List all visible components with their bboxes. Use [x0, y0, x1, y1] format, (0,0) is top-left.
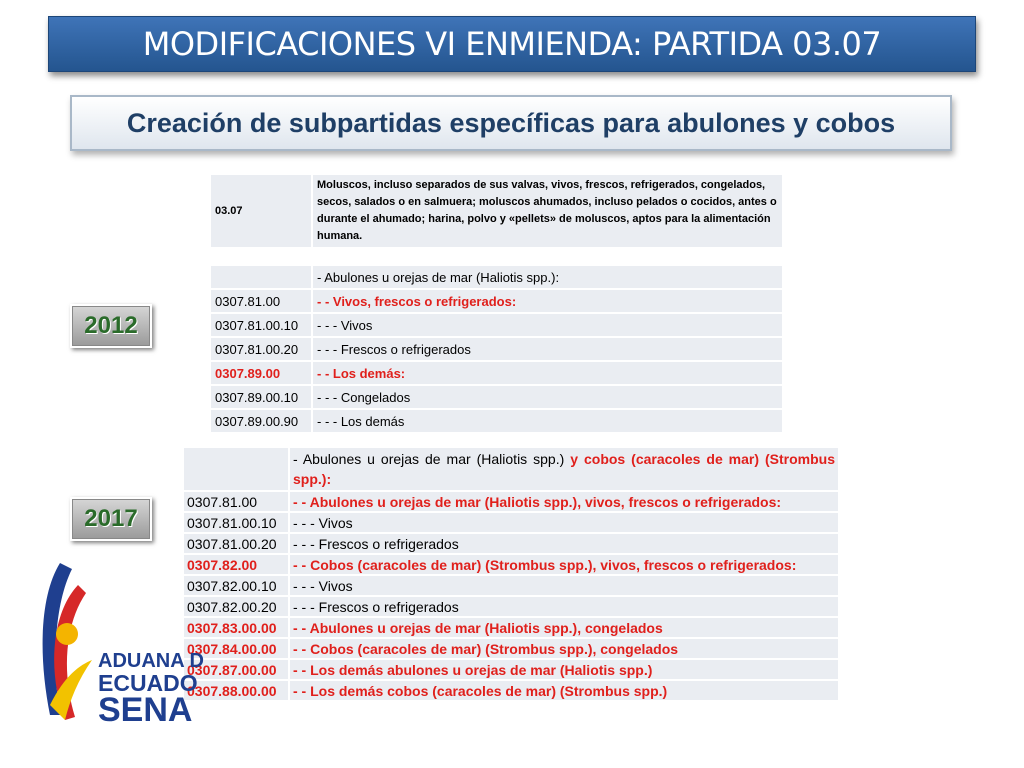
table-row	[211, 410, 782, 432]
table-row	[184, 555, 838, 574]
table-row	[184, 448, 838, 490]
table-cell-description: - - - Vivos	[290, 576, 838, 595]
table-cell-description: - - Cobos (caracoles de mar) (Strombus spp.), congelados	[290, 639, 838, 658]
table-cell-description: - - - Congelados	[313, 386, 782, 408]
heading-description: Moluscos, incluso separados de sus valvas, vivos, frescos, refrigerados, congelados, secos, salados o en salmuera; moluscos ahumados, incluso pelados o cocidos, antes o durante el ahumado; harina, polvo y «pellets» de moluscos, aptos para la alimentación humana.	[313, 175, 782, 247]
table-row	[184, 681, 838, 700]
table-cell-description: - - - Los demás	[313, 410, 782, 432]
logo-text-line3: SENA	[98, 691, 193, 729]
table-row	[184, 660, 838, 679]
table-row	[211, 314, 782, 336]
page-subtitle: Creación de subpartidas específicas para abulones y cobos	[70, 95, 952, 151]
logo-text-line2: ECUADO	[98, 670, 198, 696]
table-cell-description: - - - Frescos o refrigerados	[290, 597, 838, 616]
table-2017-body	[184, 448, 838, 700]
table-cell-description: - - Los demás cobos (caracoles de mar) (Strombus spp.)	[290, 681, 838, 700]
table-cell-code: 0307.89.00	[211, 362, 311, 384]
logo-text-line1: ADUANA D	[98, 650, 204, 672]
table-row	[211, 290, 782, 312]
table-cell-description: - Abulones u orejas de mar (Haliotis spp.):	[313, 266, 782, 288]
header-desc-red: y cobos (caracoles de mar)	[570, 451, 760, 467]
table-row	[184, 597, 838, 616]
table-2012-body	[211, 266, 782, 432]
table-cell-description: - - Vivos, frescos o refrigerados:	[313, 290, 782, 312]
table-cell-code: 0307.89.00.90	[211, 410, 311, 432]
aduana-logo	[20, 555, 204, 730]
table-cell-code: 0307.82.00.10	[184, 576, 288, 595]
table-cell-code: 0307.88.00.00	[184, 681, 288, 700]
table-cell-description: - - - Frescos o refrigerados	[313, 338, 782, 360]
table-cell-code	[184, 448, 288, 490]
table-cell-code: 0307.87.00.00	[184, 660, 288, 679]
table-row	[184, 492, 838, 511]
table-cell-description: - - Cobos (caracoles de mar) (Strombus spp.), vivos, frescos o refrigerados:	[290, 555, 838, 574]
header-desc-prefix: - Abulones u orejas de mar (Haliotis spp.)	[293, 451, 565, 467]
table-2012	[209, 264, 784, 434]
table-cell-code: 0307.84.00.00	[184, 639, 288, 658]
table-cell-code: 0307.82.00	[184, 555, 288, 574]
table-cell-code: 0307.83.00.00	[184, 618, 288, 637]
table-cell-code: 0307.81.00.20	[211, 338, 311, 360]
table-cell-description: - - - Vivos	[313, 314, 782, 336]
table-cell-code: 0307.89.00.10	[211, 386, 311, 408]
heading-0307-table	[209, 173, 784, 249]
table-cell-code: 0307.81.00.20	[184, 534, 288, 553]
table-cell-code: 0307.82.00.20	[184, 597, 288, 616]
table-row	[211, 338, 782, 360]
header-desc-suffix: (Strombus spp.):	[293, 451, 836, 487]
table-cell-description: - - Abulones u orejas de mar (Haliotis spp.), congelados	[290, 618, 838, 637]
page-title: MODIFICACIONES VI ENMIENDA: PARTIDA 03.07	[48, 16, 976, 72]
table-row	[211, 266, 782, 288]
table-row	[211, 175, 782, 247]
table-row	[184, 513, 838, 532]
table-cell-code: 0307.81.00	[211, 290, 311, 312]
table-cell-code: 0307.81.00.10	[211, 314, 311, 336]
table-header-description	[290, 448, 838, 490]
table-row	[211, 362, 782, 384]
table-row	[211, 386, 782, 408]
table-row	[184, 639, 838, 658]
table-cell-description: - - Los demás abulones u orejas de mar (Haliotis spp.)	[290, 660, 838, 679]
table-cell-code: 0307.81.00	[184, 492, 288, 511]
table-cell-description: - - Abulones u orejas de mar (Haliotis spp.), vivos, frescos o refrigerados:	[290, 492, 838, 511]
logo-sun-icon	[56, 623, 78, 645]
table-cell-description: - - - Vivos	[290, 513, 838, 532]
table-row	[184, 618, 838, 637]
table-cell-description: - - - Frescos o refrigerados	[290, 534, 838, 553]
table-2017	[182, 446, 840, 702]
table-cell-code: 0307.81.00.10	[184, 513, 288, 532]
table-cell-code	[211, 266, 311, 288]
table-row	[184, 534, 838, 553]
year-badge-2012: 2012	[70, 304, 152, 348]
table-cell-description: - - Los demás:	[313, 362, 782, 384]
table-row	[184, 576, 838, 595]
heading-code: 03.07	[211, 175, 311, 247]
year-badge-2017: 2017	[70, 497, 152, 541]
